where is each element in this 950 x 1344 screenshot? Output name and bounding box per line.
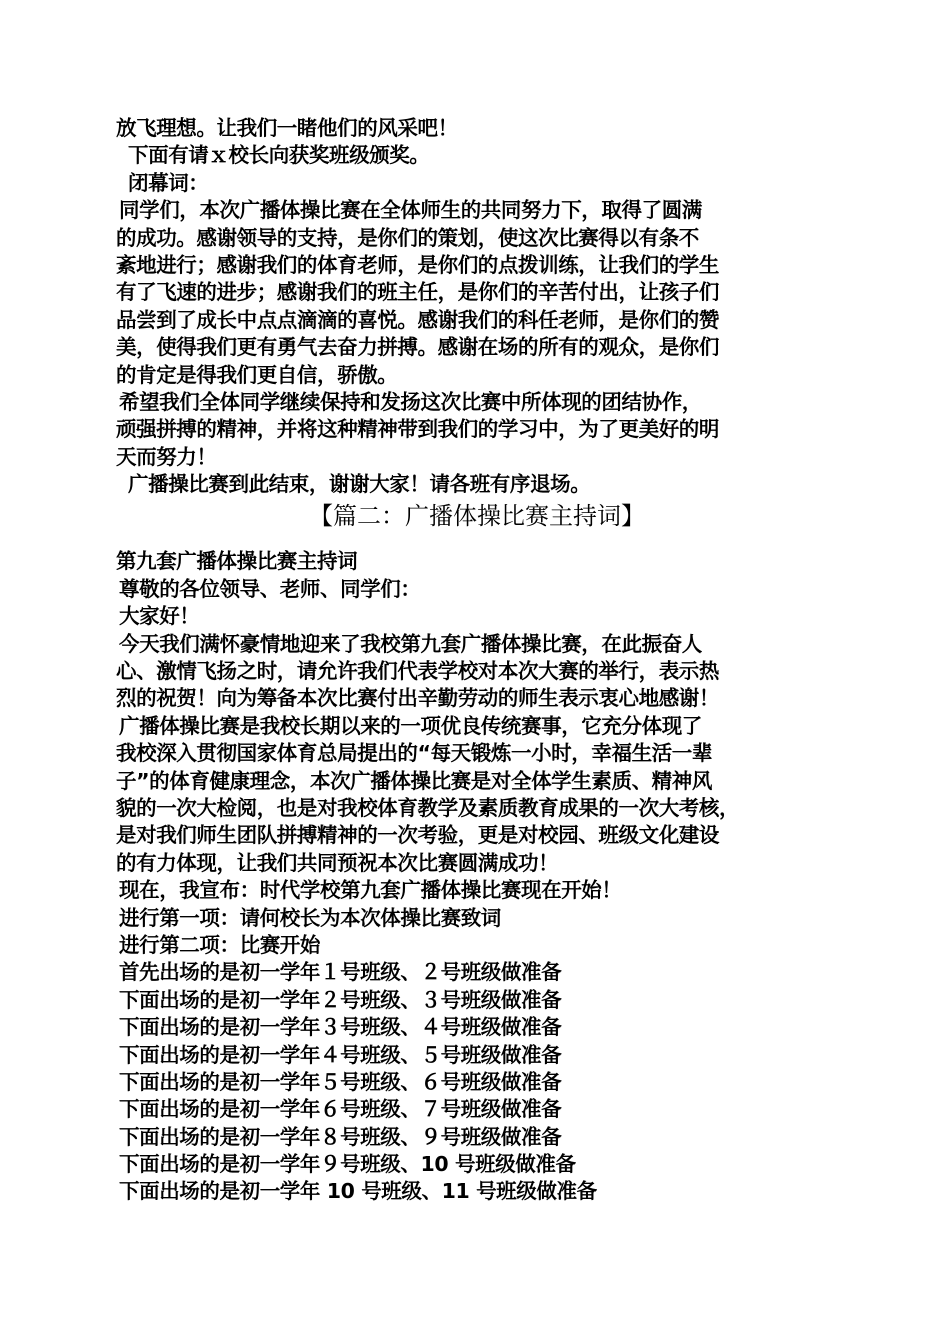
text-line: 天而努力！: [116, 444, 217, 469]
text-line: 紊地进行；感谢我们的体育老师，是你们的点拨训练，让我们的学生: [116, 252, 719, 277]
order-line: 下面出场的是初一学年８号班级、９号班级做准备: [119, 1124, 562, 1149]
text-line: 子”的体育健康理念，本次广播体操比赛是对全体学生素质、精神风: [116, 768, 712, 793]
order-line: 下面出场的是初一学年２号班级、３号班级做准备: [119, 987, 562, 1012]
text-line: 是对我们师生团队拼搏精神的一次考验，更是对校园、班级文化建设: [116, 823, 719, 848]
text-line: 心、激情飞扬之时，请允许我们代表学校对本次大赛的举行，表示热: [116, 659, 719, 684]
section-title: 【篇二：广播体操比赛主持词】: [309, 502, 645, 531]
text-line: 进行第一项：请何校长为本次体操比赛致词: [119, 905, 501, 930]
text-line: 的有力体现，让我们共同预祝本次比赛圆满成功！: [116, 850, 559, 875]
text-line: 大家好！: [119, 604, 200, 629]
speech-heading: 第九套广播体操比赛主持词: [116, 549, 358, 574]
text-line: 的成功。感谢领导的支持，是你们的策划，使这次比赛得以有条不: [116, 225, 699, 250]
text-line: 同学们，本次广播体操比赛在全体师生的共同努力下，取得了圆满: [119, 198, 702, 223]
text-line: 放飞理想。让我们一睹他们的风采吧！: [116, 116, 458, 140]
text-line: 貌的一次大检阅，也是对我校体育教学及素质教育成果的一次大考核，: [116, 795, 740, 820]
text-line: 今天我们满怀豪情地迎来了我校第九套广播体操比赛，在此振奋人: [119, 631, 702, 656]
text-line: 我校深入贯彻国家体育总局提出的“每天锻炼一小时，幸福生活一辈: [116, 741, 712, 766]
text-line: 希望我们全体同学继续保持和发扬这次比赛中所体现的团结协作，: [119, 389, 702, 414]
part-two: [116, 548, 838, 1205]
order-line: 下面出场的是初一学年４号班级、５号班级做准备: [119, 1042, 562, 1067]
order-line: 下面出场的是初一学年 10 号班级、11 号班级做准备: [119, 1179, 597, 1204]
order-line: 下面出场的是初一学年６号班级、７号班级做准备: [119, 1097, 562, 1122]
text-line: 下面有请ｘ校长向获奖班级颁奖。: [128, 143, 430, 168]
text-line: 尊敬的各位领导、老师、同学们：: [119, 576, 421, 601]
text-line: 品尝到了成长中点点滴滴的喜悦。感谢我们的科任老师，是你们的赞: [116, 307, 719, 332]
text-line: 现在，我宣布：时代学校第九套广播体操比赛现在开始！: [119, 878, 622, 903]
text-line: 顽强拼搏的精神，并将这种精神带到我们的学习中，为了更美好的明: [116, 417, 719, 442]
order-line: 下面出场的是初一学年３号班级、４号班级做准备: [119, 1015, 562, 1040]
text-line: 有了飞速的进步；感谢我们的班主任，是你们的辛苦付出，让孩子们: [116, 280, 719, 305]
text-line: 广播操比赛到此结束，谢谢大家！请各班有序退场。: [128, 472, 591, 497]
text-line: 烈的祝贺！向为筹备本次比赛付出辛勤劳动的师生表示衷心地感谢！: [116, 686, 719, 711]
document-page: [116, 115, 838, 1206]
order-line: 下面出场的是初一学年５号班级、６号班级做准备: [119, 1069, 562, 1094]
part-one: [116, 115, 838, 498]
text-line: 的肯定是得我们更自信，骄傲。: [116, 362, 398, 387]
text-line: 进行第二项：比赛开始: [119, 932, 320, 957]
text-line: 美，使得我们更有勇气去奋力拼搏。感谢在场的所有的观众，是你们: [116, 335, 719, 360]
order-line: 下面出场的是初一学年９号班级、10 号班级做准备: [119, 1152, 576, 1177]
order-line: 首先出场的是初一学年１号班级、２号班级做准备: [119, 960, 562, 985]
closing-speech-label: 闭幕词：: [128, 170, 209, 195]
text-line: 广播体操比赛是我校长期以来的一项优良传统赛事，它充分体现了: [119, 713, 702, 738]
